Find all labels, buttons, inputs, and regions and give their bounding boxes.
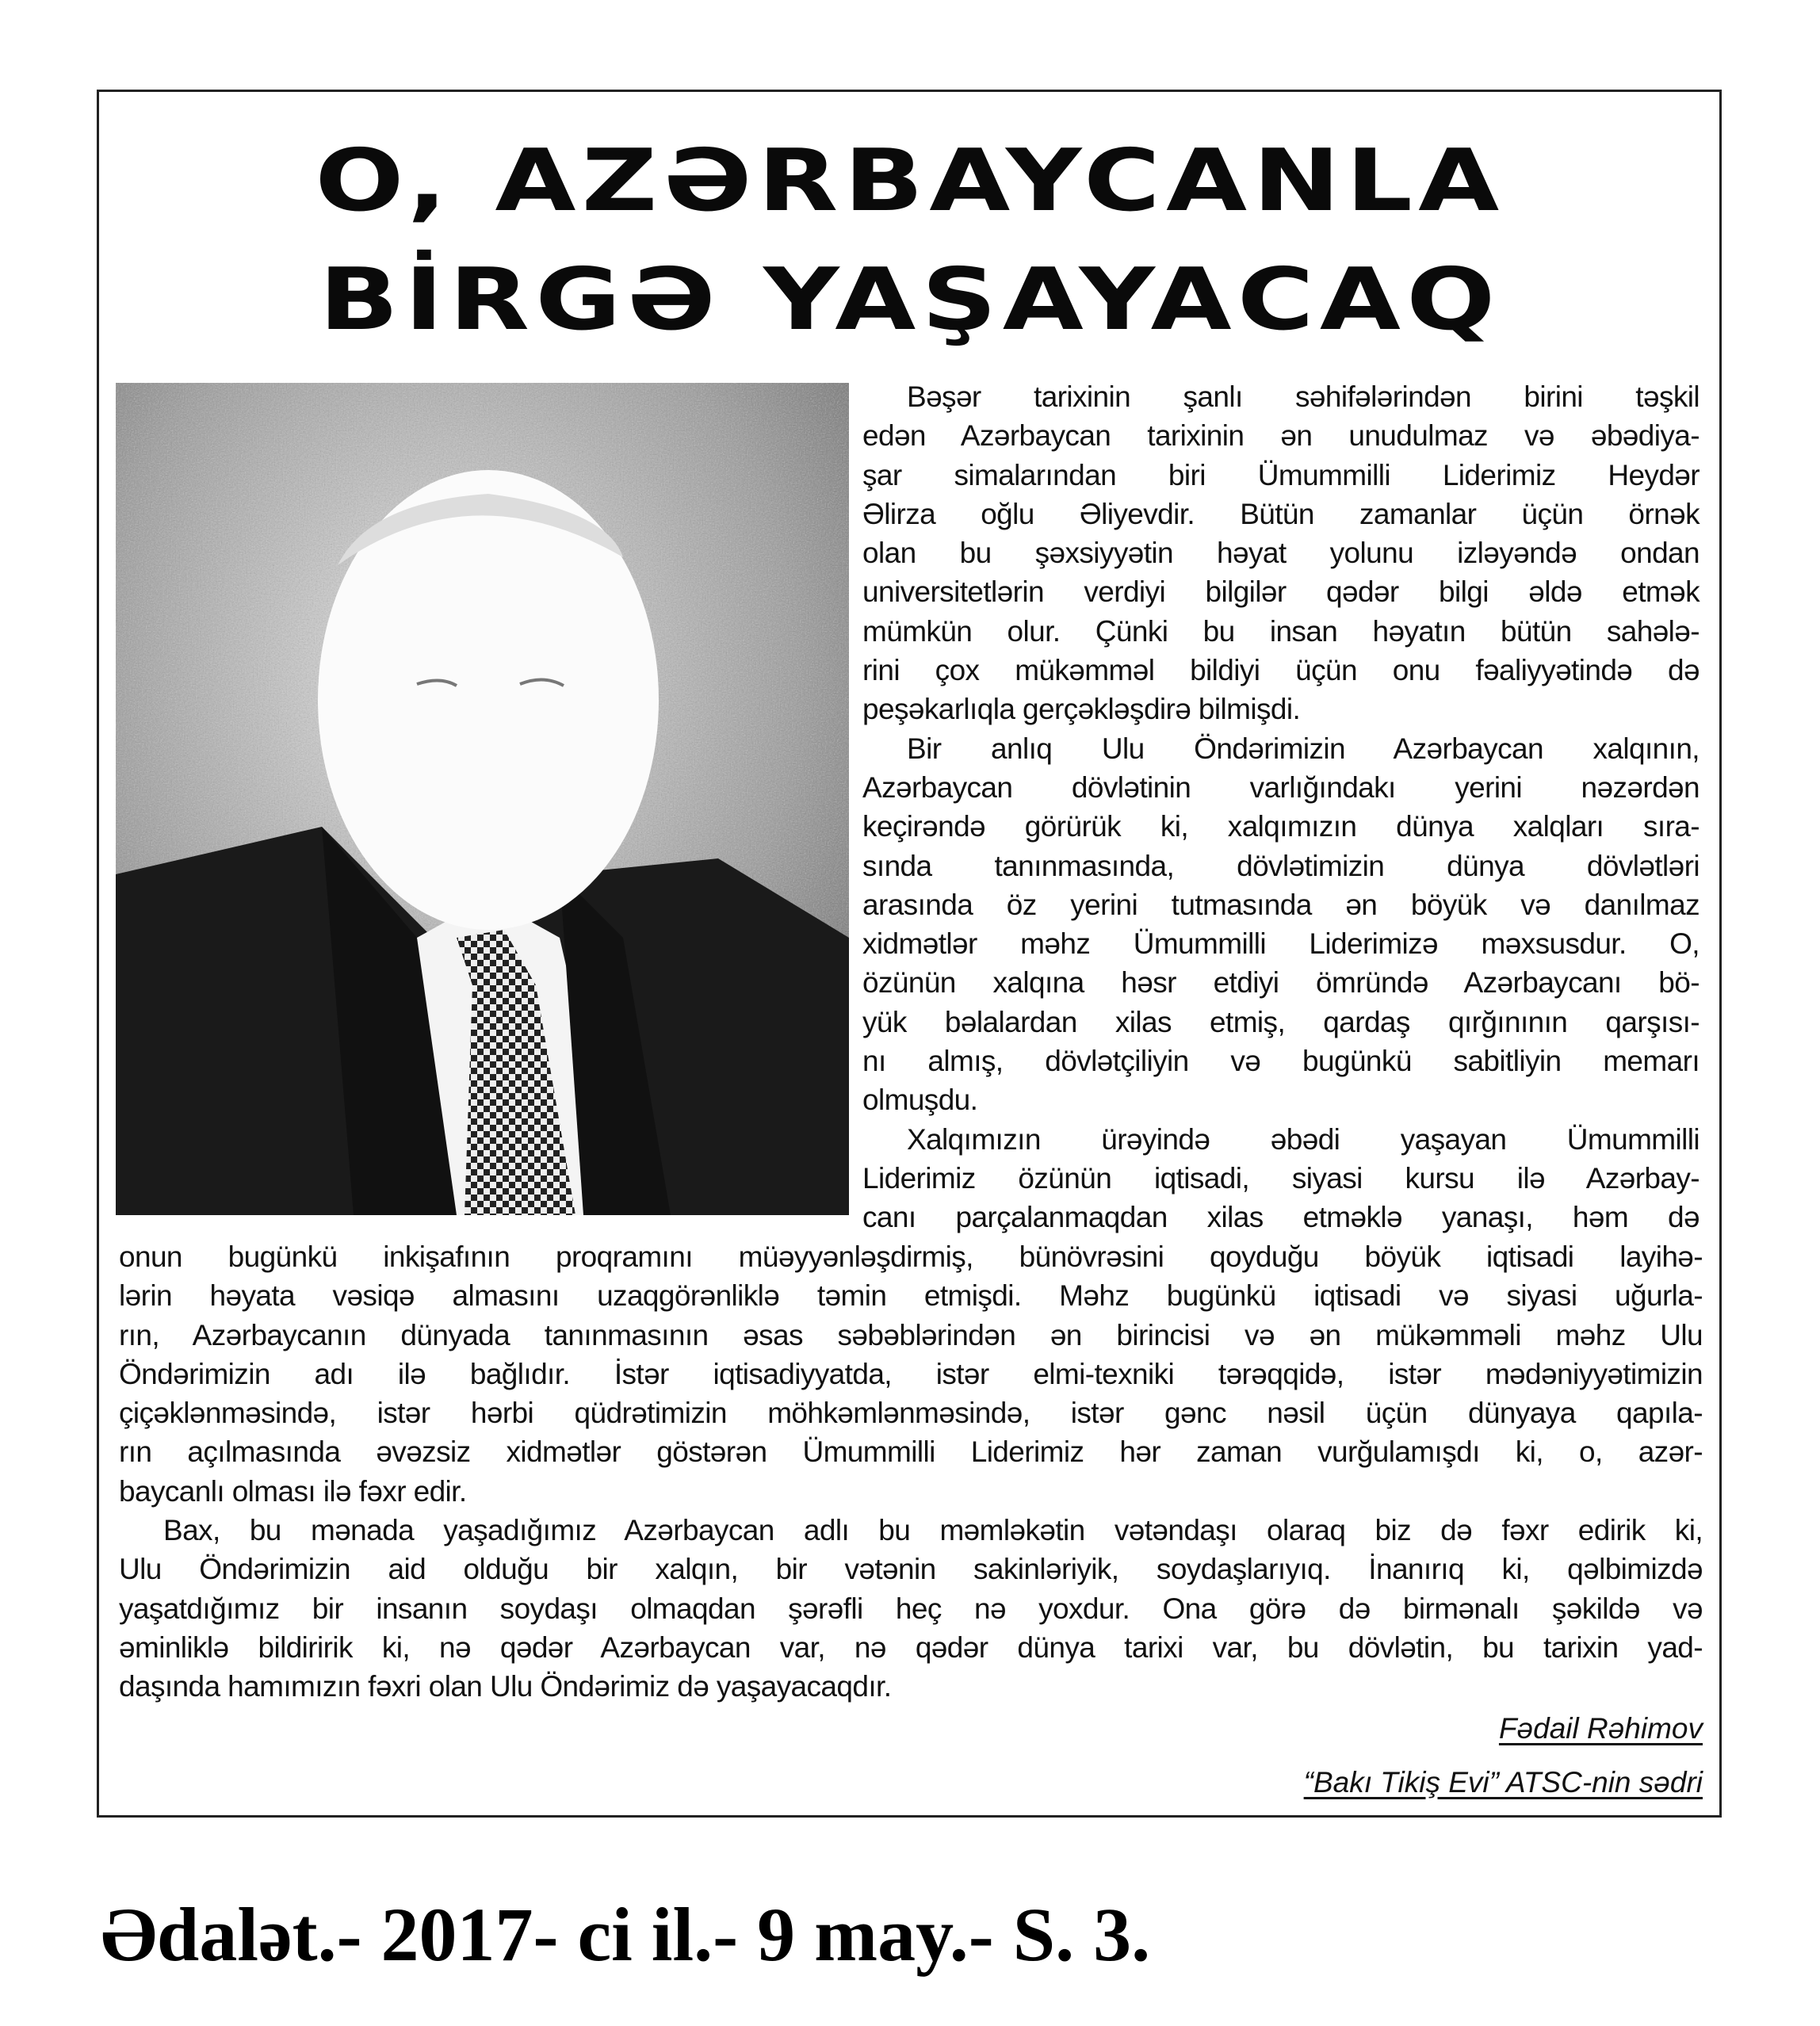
article-full-width-text	[119, 1237, 1703, 1707]
text-line: edən Azərbaycan tarixinin ən unudulmaz və əbədiya-	[862, 419, 1700, 453]
article-right-column	[862, 377, 1700, 1237]
text-line: peşəkarlıqla gerçəkləşdirə bilmişdi.	[862, 693, 1301, 726]
text-line: rın açılmasında əvəzsiz xidmətlər göstərən Ümummilli Liderimiz hər zaman vurğulamışdı ki, o, azər-	[119, 1435, 1703, 1469]
text-line: Liderimiz özünün iqtisadi, siyasi kursu ilə Azərbay-	[862, 1161, 1700, 1195]
text-line: yük bəlalardan xilas etmiş, qardaş qırğınının qarşısı-	[862, 1005, 1700, 1038]
source-citation: Ədalət.- 2017- ci il.- 9 may.- S. 3.	[101, 1892, 1151, 1977]
text-line: şar simalarından biri Ümummilli Liderimiz Heydər	[862, 458, 1700, 491]
text-line: keçirəndə görürük ki, xalqımızın dünya xalqları sıra-	[862, 810, 1700, 843]
text-line: Ulu Öndərimizin aid olduğu bir xalqın, bir vətənin sakinləriyik, soydaşlarıyıq. İnanırıq ki, qəlbimizdə	[119, 1553, 1703, 1586]
text-line: özünün xalqına həsr etdiyi ömründə Azərbaycanı bö-	[862, 966, 1700, 1000]
text-line: Bir anlıq Ulu Öndərimizin Azərbaycan xalqının,	[907, 732, 1700, 765]
text-line: canı parçalanmaqdan xilas etməklə yanaşı, həm də	[862, 1201, 1700, 1234]
text-line: baycanlı olması ilə fəxr edir.	[119, 1474, 467, 1508]
text-line: mümkün olur. Çünki bu insan həyatın bütün sahələ-	[862, 614, 1700, 648]
text-line: çiçəklənməsində, istər hərbi qüdrətimizin möhkəmlənməsində, istər gənc nəsil üçün dünyaya qapıla-	[119, 1397, 1703, 1430]
author-name	[1499, 1712, 1703, 1745]
headline-line-1: O, AZƏRBAYCANLA	[315, 132, 1505, 231]
author-name-text: Fədail Rəhimov	[1498, 1712, 1703, 1745]
text-line: daşında hamımızın fəxri olan Ulu Öndərimiz də yaşayacaqdır.	[119, 1670, 892, 1703]
text-line: rini çox mükəmməl bildiyi üçün onu fəaliyyətində də	[862, 654, 1700, 687]
portrait-photo	[116, 383, 849, 1215]
text-line: olan bu şəxsiyyətin həyat yolunu izləyəndə ondan	[862, 537, 1700, 570]
text-line: olmuşdu.	[862, 1084, 978, 1117]
text-line: Azərbaycan dövlətinin varlığındakı yerini nəzərdən	[862, 770, 1700, 804]
text-line: Əlirza oğlu Əliyevdir. Bütün zamanlar üçün örnək	[862, 497, 1700, 530]
text-line: yaşatdığımız bir insanın soydaşı olmaqdan şərəfli heç nə yoxdur. Ona görə də birmənalı şəkildə və	[119, 1592, 1703, 1625]
portrait-photo-icon	[116, 383, 849, 1215]
text-line: Xalqımızın ürəyində əbədi yaşayan Ümummilli	[907, 1122, 1700, 1156]
text-line: nı almış, dövlətçiliyin və bugünkü sabitliyin memarı	[862, 1045, 1700, 1078]
author-position-text: “Bakı Tikiş Evi” ATSC-nin sədri	[1303, 1766, 1703, 1799]
author-position	[1304, 1766, 1703, 1799]
text-line: arasında öz yerini tutmasında ən böyük və danılmaz	[862, 888, 1700, 921]
text-line: onun bugünkü inkişafının proqramını müəyyənləşdirmiş, bünövrəsini qoyduğu böyük iqtisadi layihə-	[119, 1240, 1703, 1273]
headline-line-2: BİRGƏ YAŞAYACAQ	[319, 250, 1501, 350]
text-line: xidmətlər məhz Ümummilli Liderimizə məxsusdur. O,	[862, 927, 1700, 961]
text-line: lərin həyata vəsiqə almasını uzaqgörənliklə təmin etmişdi. Məhz bugünkü iqtisadi və siyasi uğurla-	[119, 1279, 1703, 1313]
text-line: Öndərimizin adı ilə bağlıdır. İstər iqtisadiyyatda, istər elmi-texniki tərəqqidə, istər mədəniyyətimizin	[119, 1357, 1703, 1390]
text-line: universitetlərin verdiyi bilgilər qədər bilgi əldə etmək	[862, 575, 1700, 609]
text-line: sında tanınmasında, dövlətimizin dünya dövlətləri	[862, 849, 1700, 882]
text-line: Bəşər tarixinin şanlı səhifələrindən birini təşkil	[907, 380, 1700, 413]
text-line: Bax, bu mənada yaşadığımız Azərbaycan adlı bu məmləkətin vətəndaşı olaraq biz də fəxr edirik ki,	[163, 1514, 1703, 1547]
text-line: əminliklə bildiririk ki, nə qədər Azərbaycan var, nə qədər dünya tarixi var, bu dövlətin, bu tarixin yad-	[119, 1630, 1703, 1664]
text-line: rın, Azərbaycanın dünyada tanınmasının əsas səbəblərindən ən birincisi və ən mükəmməli məhz Ulu	[119, 1318, 1703, 1351]
